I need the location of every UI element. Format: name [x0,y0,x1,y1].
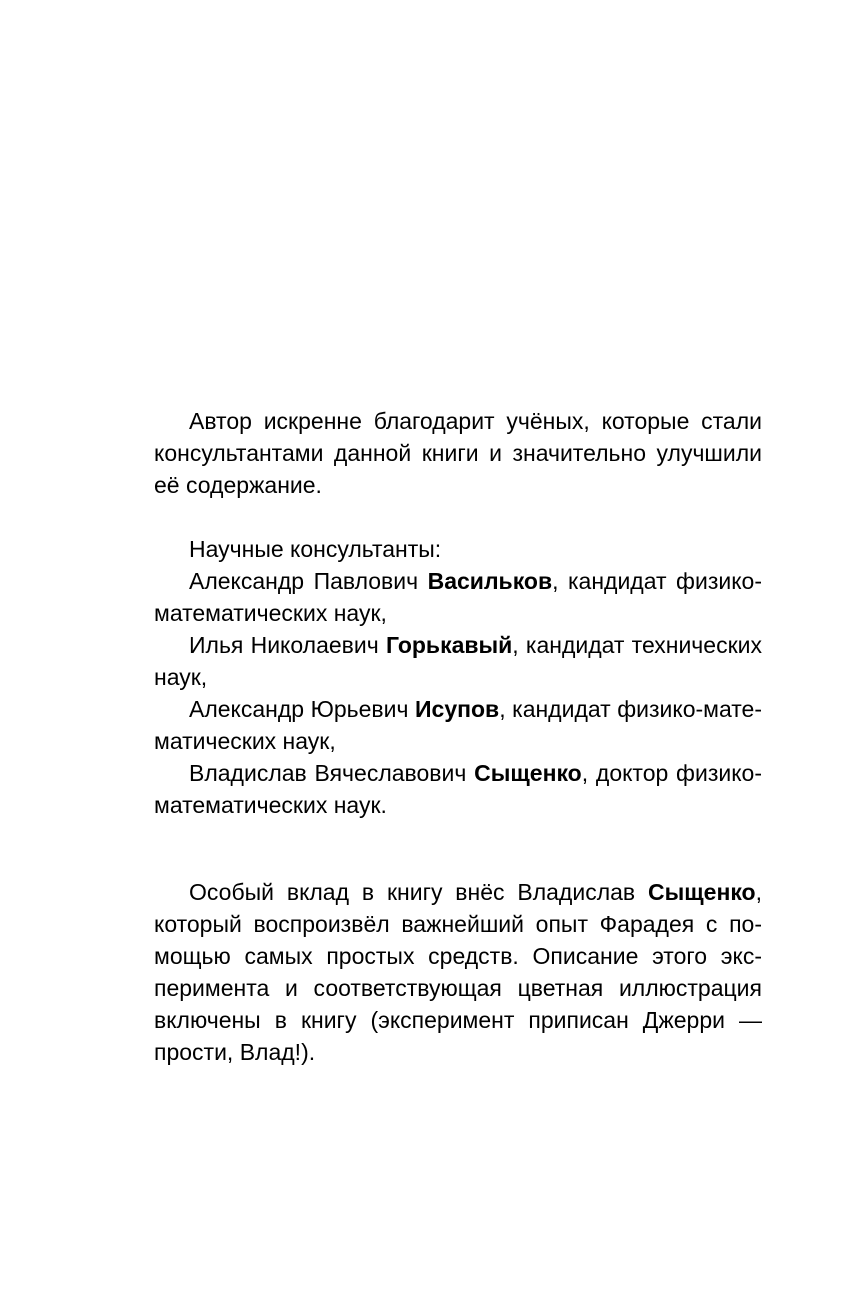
contribution-text: Особый вклад в книгу внёс Владислав [189,879,648,905]
consultant-line-2: наук, [154,664,208,690]
contributor-surname: Сыщенко [648,879,756,905]
consultant-degree: , доктор физико- [581,760,762,786]
contribution-line-1 [154,876,762,908]
acknowledgement-line-1: Автор искренне благодарит учёных, которые стали [189,408,762,434]
consultant-degree: , кандидат технических [512,632,762,658]
consultant-line-2: математических наук. [154,792,387,818]
acknowledgement-line-2: консультантами данной книги и значительно улучшили [154,440,762,466]
contribution-line-2: который воспроизвёл важнейший опыт Фарадея с по- [154,911,762,937]
consultant-degree: , кандидат физико-мате- [499,696,762,722]
consultant-surname: Васильков [427,568,553,594]
consultants-heading: Научные консультанты: [189,536,442,562]
consultant-line-2: матических наук, [154,728,336,754]
consultant-surname: Исупов [415,696,500,722]
consultant-name: Александр Юрьевич [189,696,415,722]
consultant-entry [154,757,762,821]
consultant-entry [154,629,762,693]
contribution-line-4: перимента и соответствующая цветная иллюстрация [154,975,762,1001]
contribution-line-6: прости, Влад!). [154,1039,316,1065]
contribution-line-5: включены в книгу (эксперимент приписан Джерри — [154,1007,762,1033]
consultants-list [154,533,762,821]
consultant-line-1 [154,629,762,661]
consultant-line-2: математических наук, [154,600,387,626]
consultant-name: Илья Николаевич [189,632,386,658]
consultant-line-1 [154,693,762,725]
consultant-degree: , кандидат физико- [552,568,762,594]
consultant-line-1 [154,565,762,597]
contribution-comma: , [755,879,762,905]
contribution-line-3: мощью самых простых средств. Описание этого экс- [154,943,762,969]
consultant-line-1 [154,757,762,789]
acknowledgement-paragraph [154,405,762,501]
consultant-entry [154,693,762,757]
consultant-name: Владислав Вячеславович [189,760,475,786]
consultant-surname: Горькавый [385,632,513,658]
consultant-name: Александр Павлович [189,568,428,594]
consultant-entry [154,565,762,629]
contribution-paragraph [154,876,762,1068]
consultant-surname: Сыщенко [474,760,582,786]
acknowledgement-line-3: её содержание. [154,472,322,498]
